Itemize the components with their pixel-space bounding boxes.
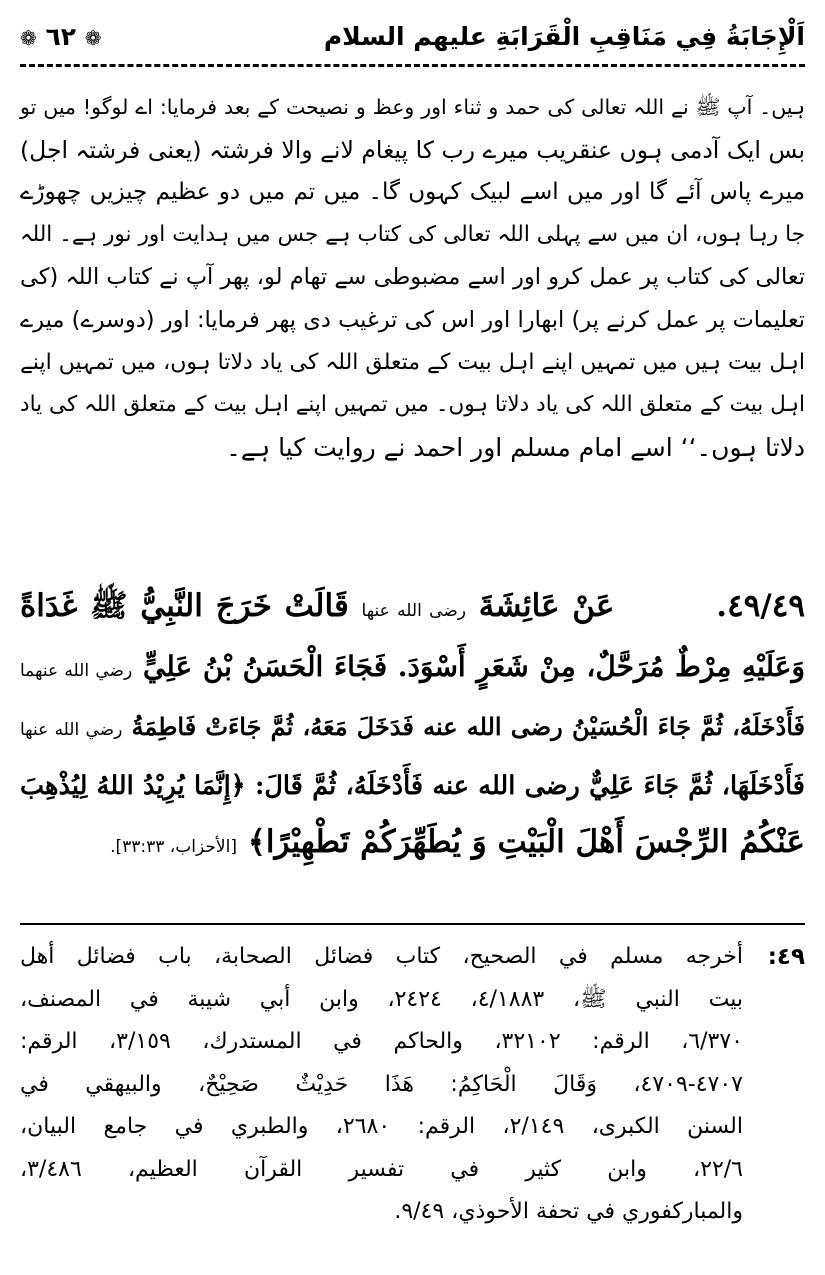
hadith-line	[20, 639, 805, 699]
text-line: اہل بیت ہیں میں تمہیں اپنے اہل بیت کے متعلق اللہ کی یاد دلاتا ہوں، میں تمہیں اپنے	[20, 349, 805, 375]
text-line: بس ایک آدمی ہوں عنقریب میرے رب کا پیغام لانے والا فرشتہ (یعنی فرشتہ اجل)	[20, 135, 805, 164]
page-number: ٦٢	[45, 22, 77, 51]
text-line: تعالی کی کتاب پر عمل کرو اور اسے مضبوطی سے تھام لو، پھر آپ نے کتاب اللہ (کی	[20, 264, 805, 291]
text-line: میرے پاس آئے گا اور میں اسے لبیک کہوں گا۔ میں تم میں دو عظیم چیزیں چھوڑے	[20, 179, 805, 206]
footnote-divider	[20, 923, 805, 925]
hadith-line	[20, 699, 805, 758]
running-title: اَلْإِجَابَةُ فِي مَنَاقِبِ الْقَرَابَةِ علیهم السلام	[323, 22, 805, 51]
footnote-body	[20, 936, 743, 1234]
footnote-number: ٤٩:	[767, 944, 805, 970]
footnote	[20, 936, 805, 1234]
footnote-line: والمباركفوري في تحفة الأحوذي، ٩/٤٩.	[394, 1199, 743, 1224]
hadith-line: فَأَدْخَلَهَا، ثُمَّ جَاءَ عَلِيٌّ رضی الله عنه فَأَدْخَلَهُ، ثُمَّ قَالَ: ﴿إِنَّمَا يُرِيْدُ اللهُ لِيُذْهِبَ	[20, 771, 805, 801]
header-divider	[20, 64, 805, 67]
ornament-icon: ❁	[20, 26, 37, 50]
hadith-segment: عَنْ عَائِشَةَ	[478, 588, 615, 624]
hadith-line	[20, 814, 805, 875]
page-number-block	[20, 22, 102, 51]
hadith-segment: وَعَلَيْهِ مِرْطٌ مُرَحَّلٌ، مِنْ شَعَرٍ أَسْوَدَ. فَجَاءَ الْحَسَنُ بْنُ عَلِيٍّ	[142, 650, 805, 683]
hadith-line	[20, 578, 805, 639]
honorific: رضی الله عنها	[361, 601, 466, 621]
hadith-segment: عَنْكُمُ الرِّجْسَ أَهْلَ الْبَيْتِ وَ يُطَهِّرَكُمْ تَطْهِيْرًا﴾	[247, 824, 805, 860]
hadith-segment: فَأَدْخَلَهُ، ثُمَّ جَاءَ الْحُسَيْنُ رضی الله عنه فَدَخَلَ مَعَهُ، ثُمَّ جَاءَتْ فَاطِمَةُ	[131, 712, 805, 741]
footnote-line: بيت النبي ﷺ، ٤/١٨٨٣، ٢٤٢٤، وابن أبي شيبة في المصنف،	[20, 986, 744, 1012]
footnote-line: ٦/٣٧٠، الرقم: ٣٢١٠٢، والحاكم في المستدرك، ٣/١٥٩، الرقم:	[20, 1029, 743, 1054]
page-header	[20, 18, 805, 58]
footnote-line: ٢٢/٦، وابن كثير في تفسير القرآن العظيم، ٣/٤٨٦،	[20, 1156, 743, 1182]
footnote-line: ٤٧٠٧-٤٧٠٩، وَقَالَ الْحَاكِمُ: هَذَا حَدِيْثٌ صَحِيْحٌ، والبيهقي في	[20, 1071, 743, 1097]
ornament-icon: ❁	[84, 26, 102, 50]
quran-reference: [الأحزاب، ٣٣:٣٣].	[110, 837, 237, 857]
hadith-segment: قَالَتْ خَرَجَ النَّبِيُّ ﷺ غَدَاةً	[20, 588, 349, 624]
text-line: جا رہا ہوں، ان میں سے پہلی اللہ تعالی کی کتاب ہے جس میں ہدایت اور نور ہے۔ اللہ	[20, 221, 805, 247]
honorific: رضي الله عنها	[20, 720, 123, 740]
hadith-text	[20, 578, 805, 875]
text-line: دلاتا ہوں۔‘‘ اسے امام مسلم اور احمد نے روایت کیا ہے۔	[226, 432, 805, 462]
footnote-line: السنن الكبرى، ٢/١٤٩، الرقم: ٢٦٨٠، والطبري في جامع البيان،	[20, 1114, 743, 1139]
text-line: تعلیمات پر عمل کرنے پر) ابھارا اور اس کی ترغیب دی پھر فرمایا: اور (دوسرے) میرے	[20, 306, 805, 333]
urdu-translation	[20, 86, 805, 469]
footnote-line: أخرجه مسلم في الصحيح، كتاب فضائل الصحابة، باب فضائل أهل	[20, 944, 743, 969]
honorific: رضي الله عنهما	[20, 661, 133, 681]
hadith-number: ٤٩/٤٩.	[716, 588, 806, 624]
text-line: ہیں۔ آپ ﷺ نے اللہ تعالی کی حمد و ثناء اور وعظ و نصیحت کے بعد فرمایا: اے لوگو! میں تو	[20, 95, 805, 119]
text-line: اہل بیت کے متعلق اللہ کی یاد دلاتا ہوں۔ میں تمہیں اپنے اہل بیت کے متعلق اللہ کی یاد	[20, 392, 805, 418]
